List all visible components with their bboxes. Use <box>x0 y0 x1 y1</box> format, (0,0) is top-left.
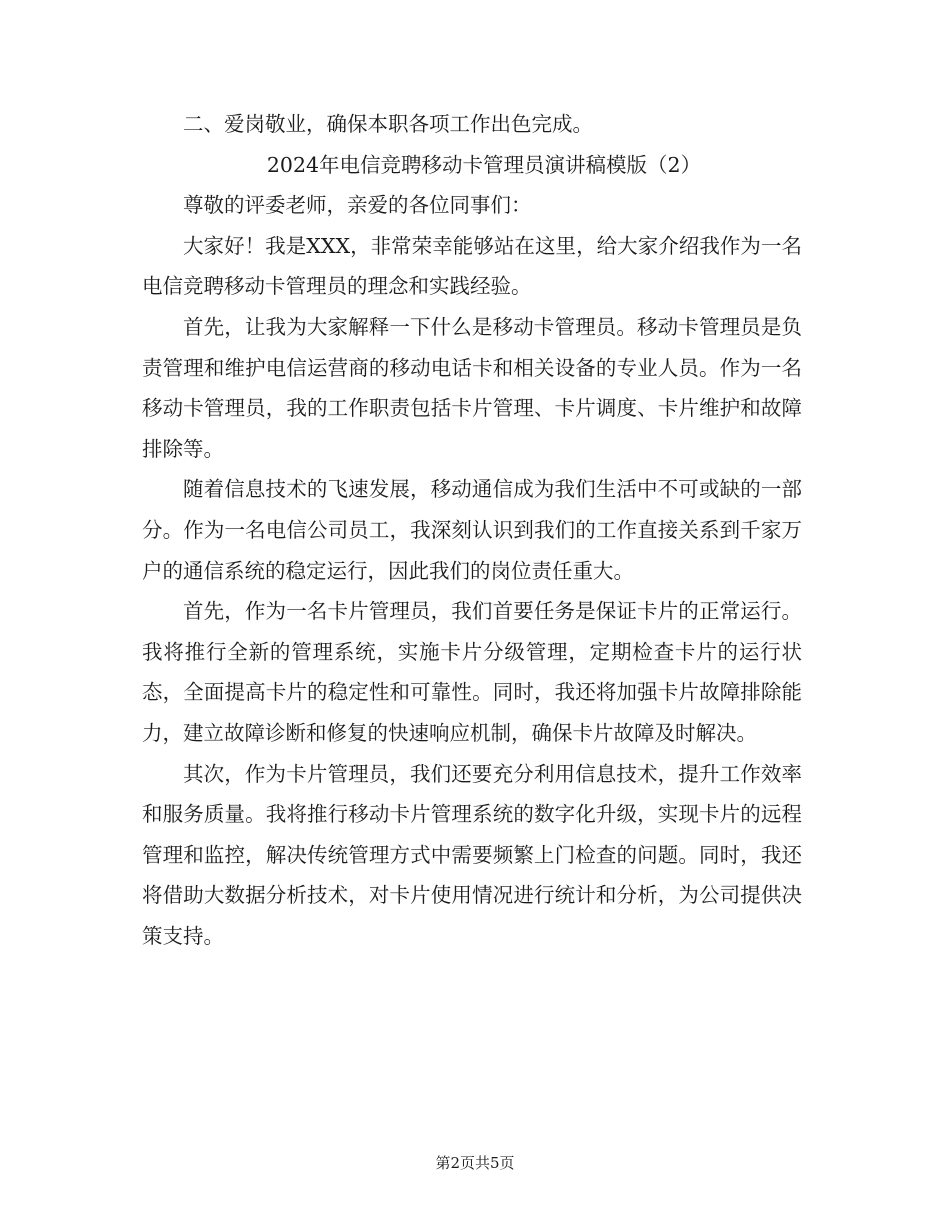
paragraph-intro: 大家好！我是XXX，非常荣幸能够站在这里，给大家介绍我作为一名电信竞聘移动卡管理员的理念和实践经验。 <box>142 233 802 299</box>
document-title: 2024年电信竞聘移动卡管理员演讲稿模版（2） <box>266 152 702 177</box>
page-number: 第2页共5页 <box>435 1154 515 1172</box>
lead-line: 二、爱岗敬业，确保本职各项工作出色完成。 <box>183 112 593 136</box>
document-body <box>142 104 802 956</box>
paragraph-plan-digital: 其次，作为卡片管理员，我们还要充分利用信息技术，提升工作效率和服务质量。我将推行移动卡片管理系统的数字化升级，实现卡片的远程管理和监控，解决传统管理方式中需要频繁上门检查的问题。同时，我还将借助大数据分析技术，对卡片使用情况进行统计和分析，为公司提供决策支持。 <box>142 761 802 948</box>
paragraph-role-definition: 首先，让我为大家解释一下什么是移动卡管理员。移动卡管理员是负责管理和维护电信运营商的移动电话卡和相关设备的专业人员。作为一名移动卡管理员，我的工作职责包括卡片管理、卡片调度、卡片维护和故障排除等。 <box>142 314 802 461</box>
paragraph-importance: 随着信息技术的飞速发展，移动通信成为我们生活中不可或缺的一部分。作为一名电信公司员工，我深刻认识到我们的工作直接关系到千家万户的通信系统的稳定运行，因此我们的岗位责任重大。 <box>142 477 802 583</box>
paragraph-greeting: 尊敬的评委老师，亲爱的各位同事们： <box>183 193 532 218</box>
paragraph-plan-operation: 首先，作为一名卡片管理员，我们首要任务是保证卡片的正常运行。我将推行全新的管理系统，实施卡片分级管理，定期检查卡片的运行状态，全面提高卡片的稳定性和可靠性。同时，我还将加强卡片故障排除能力，建立故障诊断和修复的快速响应机制，确保卡片故障及时解决。 <box>142 599 802 745</box>
